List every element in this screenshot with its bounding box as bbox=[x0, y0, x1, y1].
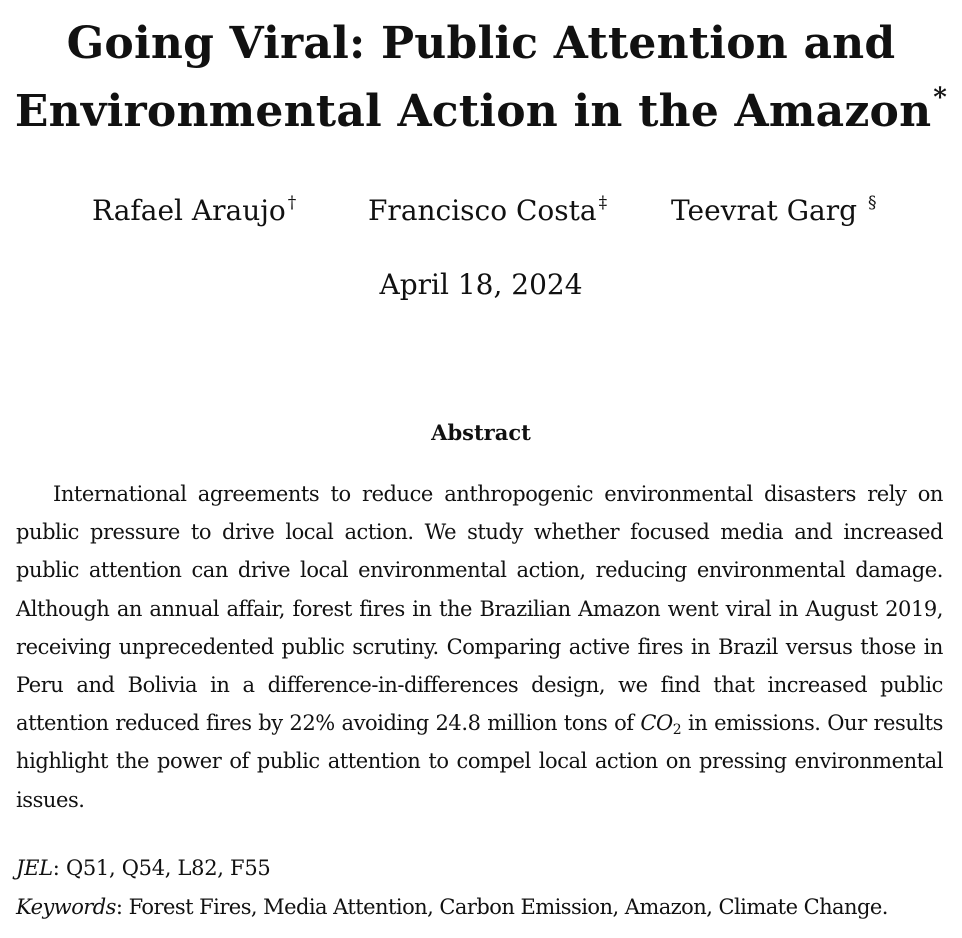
jel-value: Q51, Q54, L82, F55 bbox=[65, 856, 271, 880]
abstract-text-part-1: International agreements to reduce anthropogenic environmental disasters rely on public pressure to drive local action. We study whether focused media and increased public attention can drive local environmental action, reducing environmental damage. Although an annual affair, forest fires in the Brazilian Amazon went viral in August 2019, receiving unprecedented public scrutiny. Comparing active fires in Brazil versus those in Peru and Bolivia in a difference-in-differences design, we find that increased public attention reduced fires by 22% avoiding 24.8 million tons of bbox=[16, 482, 943, 736]
author-araujo bbox=[92, 194, 296, 227]
abstract-text-part-2: in emissions. Our results highlight the power of public attention to compel local action on pressing environmental issues. bbox=[16, 711, 943, 812]
co2-formula bbox=[640, 711, 682, 739]
title-footnote-mark[interactable]: * bbox=[933, 83, 948, 113]
paper-title bbox=[0, 10, 962, 146]
abstract-body bbox=[16, 475, 943, 819]
author-name: Teevrat Garg bbox=[671, 194, 858, 227]
co2-base: CO bbox=[640, 711, 673, 736]
abstract-heading: Abstract bbox=[431, 420, 531, 445]
author-name: Rafael Araujo bbox=[92, 194, 286, 227]
keywords-label: Keywords bbox=[16, 895, 116, 919]
co2-subscript: 2 bbox=[672, 722, 682, 739]
author-costa bbox=[368, 194, 607, 227]
title-line-2-text: Environmental Action in the Amazon bbox=[14, 86, 932, 137]
keywords-value: Forest Fires, Media Attention, Carbon Emission, Amazon, Climate Change. bbox=[128, 895, 888, 919]
title-line-1: Going Viral: Public Attention and bbox=[66, 18, 896, 69]
title-line-2 bbox=[0, 78, 962, 146]
jel-codes: JEL: Q51, Q54, L82, F55 bbox=[16, 856, 271, 880]
keywords: Keywords: Forest Fires, Media Attention, Carbon Emission, Amazon, Climate Change. bbox=[16, 895, 888, 919]
jel-label: JEL bbox=[16, 856, 53, 880]
author-footnote-mark[interactable]: § bbox=[867, 193, 877, 213]
author-footnote-mark[interactable]: ‡ bbox=[598, 193, 608, 213]
author-name: Francisco Costa bbox=[368, 194, 597, 227]
publication-date: April 18, 2024 bbox=[379, 268, 583, 301]
author-footnote-mark[interactable]: † bbox=[287, 193, 297, 213]
author-list bbox=[0, 194, 962, 234]
author-garg bbox=[671, 194, 876, 227]
